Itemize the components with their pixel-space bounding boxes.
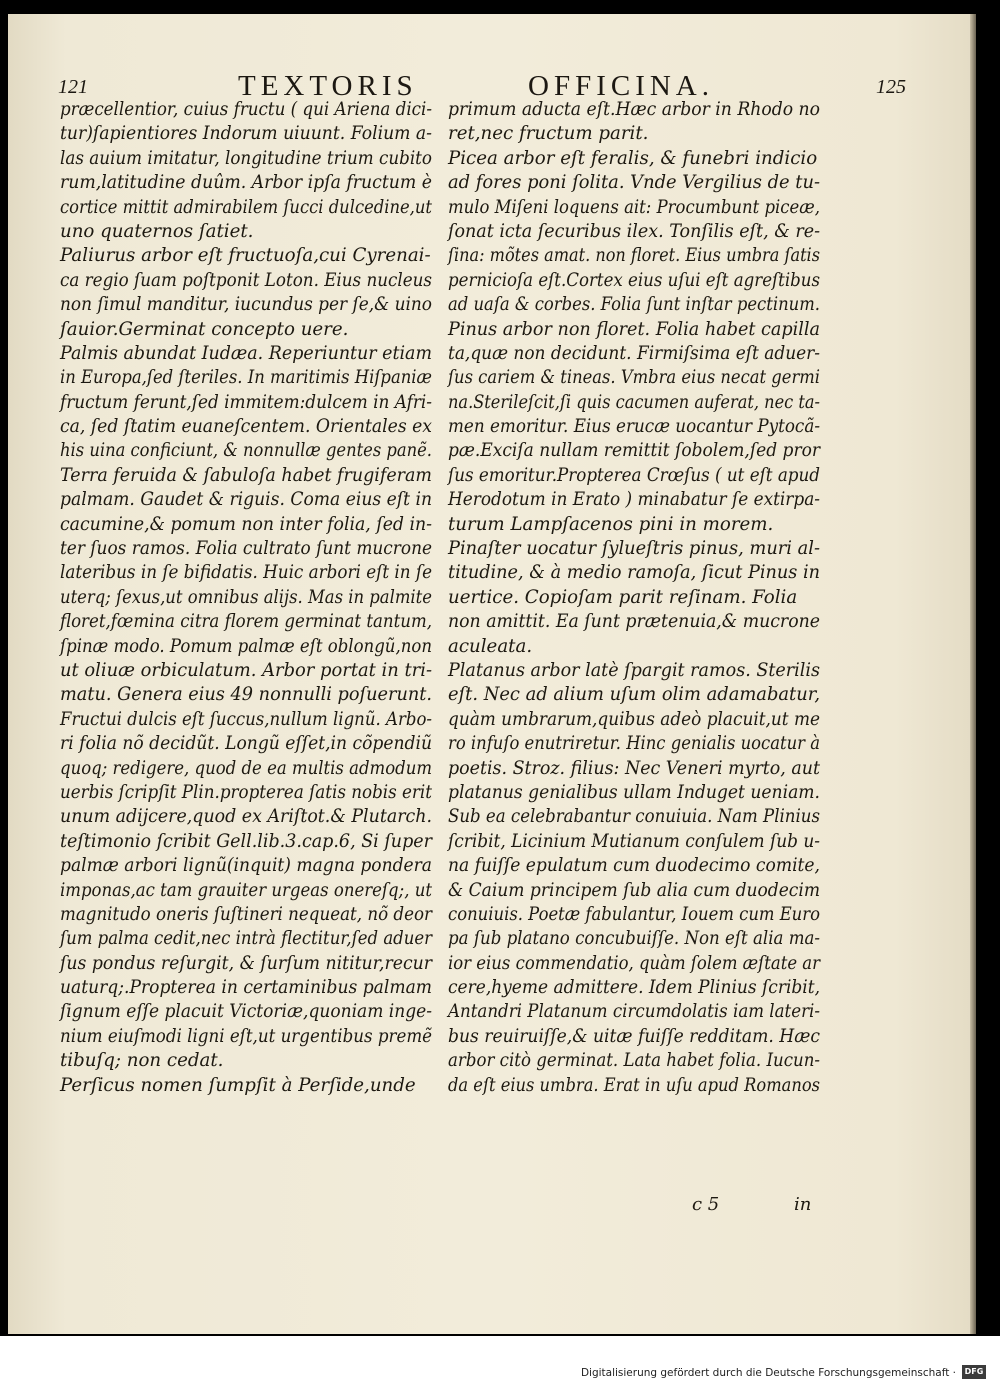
left-column-line: las auium imitatur, longitudine trium cubito (60, 147, 432, 169)
left-column-line: teſtimonio ſcribit Gell.lib.3.cap.6, Si ſuper (60, 830, 432, 852)
left-column-line: tibuſq; non cedat. (60, 1050, 224, 1072)
page-edge (970, 14, 976, 1334)
dfg-logo: DFG (962, 1365, 986, 1379)
left-column-line: quoq; redigere, quod de ea multis admodum (60, 757, 432, 779)
right-column-line: na.Sterileſcit,ſi quis cacumen auferat, nec ta- (448, 391, 820, 413)
right-column-line: conuiuis. Poetæ fabulantur, Iouem cum Euro (448, 903, 820, 925)
right-column-line: poetis. Stroz. filius: Nec Veneri myrto, aut (448, 757, 820, 779)
right-column-line: ior eius commendatio, quàm ſolem æſtate ar (448, 952, 820, 974)
left-column-line: nium eiuſmodi ligni eſt,ut urgentibus premẽ (60, 1025, 432, 1047)
left-column-line: lateribus in ſe bifidatis. Huic arbori eſt in ſe (60, 562, 432, 584)
right-column-line: turum Lampſacenos pini in morem. (448, 513, 774, 535)
left-column-line: cacumine,& pomum non inter folia, ſed in- (60, 513, 432, 535)
left-column-line: ca, ſed ſtatim euaneſcentem. Orientales ex (60, 416, 432, 438)
left-column-line: Terra feruida & ſabuloſa habet frugiferam (60, 464, 432, 486)
left-column-line: magnitudo oneris ſuſtineri nequeat, nõ deor (60, 903, 432, 925)
right-column-line: ſcribit, Licinium Mutianum conſulem ſub u- (448, 830, 820, 852)
right-column-line: Herodotum in Erato ) minabatur ſe extirpa- (448, 489, 820, 511)
right-column-line: ta,quæ non decidunt. Firmiſsima eſt aduer- (448, 342, 820, 364)
right-column-line: Platanus arbor latè ſpargit ramos. Sterilis (448, 659, 820, 681)
right-column-line: platanus genialibus ullam Induget ueniam. (448, 781, 820, 803)
right-column-line: ſonat icta ſecuribus ilex. Tonſilis eſt, & re- (448, 220, 820, 242)
right-column-line: ſus cariem & tineas. Vmbra eius necat germi (448, 367, 820, 389)
left-column-line: ſum palma cedit,nec intrà flectitur,ſed aduer (60, 928, 432, 950)
signature-line (690, 1194, 820, 1218)
right-column-line: titudine, & à medio ramoſa, ſicut Pinus in (448, 562, 820, 584)
left-column-line: Palmis abundat Iudæa. Reperiuntur etiam (60, 342, 432, 364)
funding-credit: Digitalisierung gefördert durch die Deutsche Forschungsgemeinschaft · (580, 1367, 956, 1379)
left-column-line: ſus pondus reſurgit, & ſurſum nititur,recur (60, 952, 432, 974)
right-column-line: ro infuſo enutriretur. Hinc genialis uocatur à (448, 733, 820, 755)
right-column-line: bus reuiruiſſe,& uitæ fuiſſe redditam. Hæc (448, 1025, 820, 1047)
right-column-line: Antandri Platanum circumdolatis iam lateri- (448, 1001, 820, 1023)
left-column-line: uno quaternos ſatiet. (60, 220, 254, 242)
left-column-line: floret,fœmina citra florem germinat tantum, (60, 611, 432, 633)
left-column-line: tur)ſapientiores Indorum uiuunt. Folium a- (60, 123, 432, 145)
left-column-line: uterq; ſexus,ut omnibus alijs. Mas in palmite (60, 586, 432, 608)
left-column-line: fructum ferunt,ſed immitem:dulcem in Afri- (60, 391, 432, 413)
right-column-line: & Caium principem ſub alia cum duodecim (448, 879, 820, 901)
left-column-line: palmæ arbori lignũ(inquit) magna pondera (60, 855, 432, 877)
right-column-line: ad fores poni ſolita. Vnde Vergilius de tu- (448, 172, 820, 194)
right-column-line: Picea arbor eſt feralis, & funebri indicio (448, 147, 818, 169)
left-column-line: ca regio ſuam poſtponit Loton. Eius nucleus (60, 269, 432, 291)
right-column-line: da eſt eius umbra. Erat in uſu apud Romanos (448, 1074, 820, 1096)
right-column-line: quàm umbrarum,quibus adeò placuit,ut me (448, 708, 820, 730)
right-column-line: Sub ea celebrabantur conuiuia. Nam Plinius (448, 806, 820, 828)
right-column-line: pernicioſa eſt.Cortex eius uſui eſt agreſtibus (448, 269, 820, 291)
left-text-column (60, 98, 432, 1098)
right-column-line: pa ſub platano concubuiſſe. Non eſt alia ma- (448, 928, 820, 950)
right-column-line: ad uaſa & corbes. Folia ſunt inſtar pectinum. (448, 294, 820, 316)
right-column-line: Pinaſter uocatur ſylueſtris pinus, muri al- (448, 538, 820, 560)
left-column-line: ſignum eſſe placuit Victoriæ,quoniam inge- (60, 1001, 432, 1023)
signature-mark: c 5 (692, 1194, 720, 1215)
left-column-line: ter ſuos ramos. Folia cultrato ſunt mucrone (60, 538, 432, 560)
running-title-left: TEXTORIS (238, 70, 418, 102)
right-column-line: pæ.Exciſa nullam remittit ſobolem,ſed pror (448, 440, 820, 462)
left-column-line: uerbis ſcripſit Plin.propterea ſatis nobis erit (60, 781, 432, 803)
right-column-line: arbor citò germinat. Lata habet folia. Iucun- (448, 1050, 820, 1072)
right-column-line: uertice. Copioſam parit reſinam. Folia (448, 586, 798, 608)
right-column-line: ſus emoritur.Propterea Crœſus ( ut eſt apud (448, 464, 820, 486)
left-column-line: in Europa,ſed ſteriles. In maritimis Hiſpaniæ (60, 367, 432, 389)
right-column-line: mulo Miſeni loquens ait: Procumbunt piceæ, (448, 196, 820, 218)
right-column-line: eſt. Nec ad alium uſum olim adamabatur, (448, 684, 820, 706)
left-column-line: ri folia nõ decidũt. Longũ eſſet,in cõpendiũ (60, 733, 432, 755)
left-column-line: ſpinæ modo. Pomum palmæ eſt oblongũ,non (60, 635, 432, 657)
left-column-line: unum adijcere,quod ex Ariſtot.& Plutarch. (60, 806, 432, 828)
catchword: in (794, 1194, 812, 1215)
left-column-line: ut oliuæ orbiculatum. Arbor portat in tri- (60, 659, 432, 681)
left-column-line: non ſimul manditur, iucundus per ſe,& uino (60, 294, 432, 316)
footer-bar (0, 1336, 1000, 1384)
left-column-line: Perſicus nomen ſumpſit à Perſide,unde (60, 1074, 416, 1096)
left-column-line: Fructui dulcis eſt ſuccus,nullum lignũ. Arbo- (60, 708, 432, 730)
running-title-right: OFFICINA. (528, 70, 714, 102)
right-page-number: 125 (876, 76, 906, 98)
right-column-line: Pinus arbor non floret. Folia habet capilla (448, 318, 820, 340)
left-column-line: imponas,ac tam grauiter urgeas onereſq;, ut (60, 879, 432, 901)
right-column-line: cere,hyeme admittere. Idem Plinius ſcribit, (448, 977, 820, 999)
left-column-line: palmam. Gaudet & riguis. Coma eius eſt in (60, 489, 432, 511)
right-column-line: men emoritur. Eius erucæ uocantur Pytocã- (448, 416, 820, 438)
right-column-line: aculeata. (448, 635, 533, 657)
left-column-line: ſauior.Germinat concepto uere. (60, 318, 349, 340)
left-column-line: præcellentior, cuius fructu ( qui Ariena dici- (60, 99, 432, 120)
right-column-line: non amittit. Ea ſunt prætenuia,& mucrone (448, 611, 820, 633)
right-column-line: ſina: mõtes amat. non floret. Eius umbra ſatis (448, 245, 820, 267)
left-column-line: his uina conficiunt, & nonnullæ gentes panẽ. (60, 440, 432, 462)
left-column-line: uaturq;.Propterea in certaminibus palmam (60, 977, 432, 999)
right-column-line: primum aducta eſt.Hæc arbor in Rhodo no (448, 99, 820, 120)
left-column-line: matu. Genera eius 49 nonnulli poſuerunt. (60, 684, 432, 706)
left-column-line: Paliurus arbor eſt fructuoſa,cui Cyrenai- (60, 245, 431, 267)
right-column-line: ret,nec fructum parit. (448, 123, 649, 145)
left-column-line: cortice mittit admirabilem ſucci dulcedine,ut (60, 196, 432, 218)
left-page-number: 121 (58, 76, 88, 98)
left-column-line: rum,latitudine duûm. Arbor ipſa fructum è (60, 172, 432, 194)
right-column-line: na fuiſſe epulatum cum duodecimo comite, (448, 855, 820, 877)
right-text-column (448, 98, 820, 1098)
